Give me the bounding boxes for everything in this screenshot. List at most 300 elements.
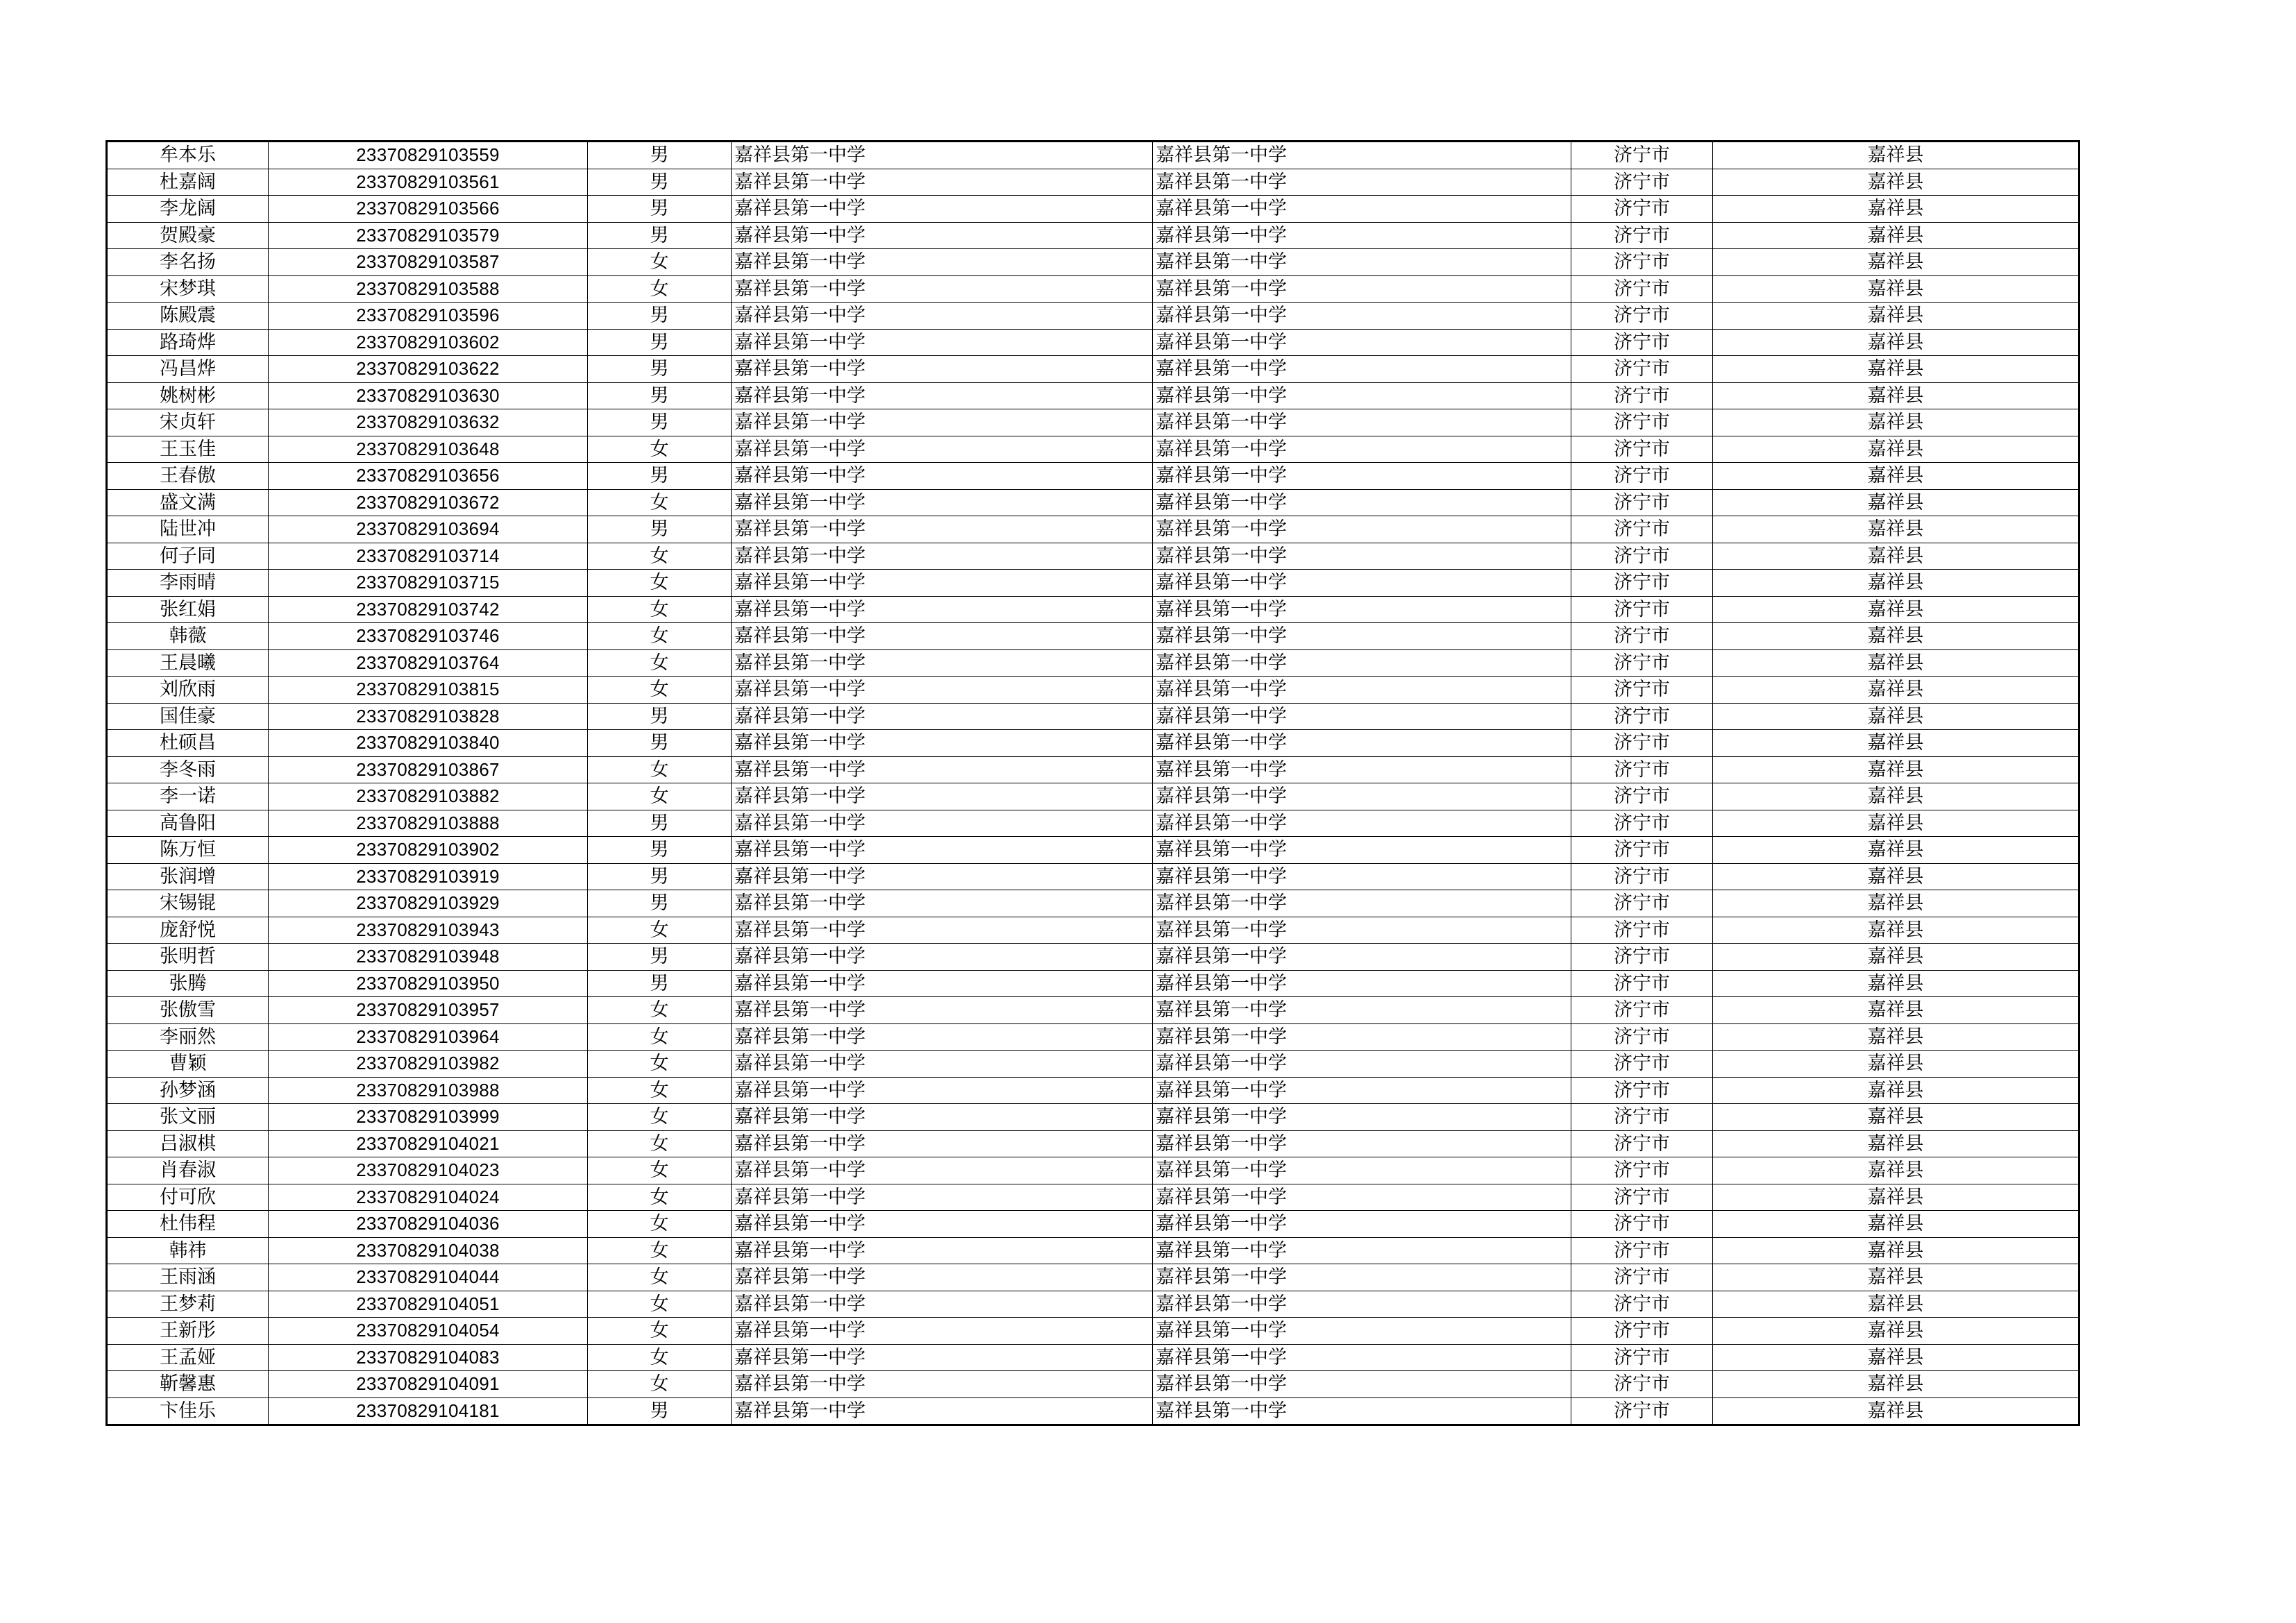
city-cell: 济宁市 (1571, 436, 1713, 463)
student-name-cell: 牟本乐 (107, 142, 269, 169)
county-cell: 嘉祥县 (1713, 863, 2079, 890)
exam-number-cell: 23370829103828 (269, 703, 588, 730)
city-cell: 济宁市 (1571, 142, 1713, 169)
exam-number-cell: 23370829104023 (269, 1157, 588, 1184)
table-row (107, 1211, 2079, 1238)
city-cell: 济宁市 (1571, 997, 1713, 1024)
student-name-cell: 付可欣 (107, 1184, 269, 1211)
school-cell: 嘉祥县第一中学 (732, 783, 1153, 810)
graduation-school-cell: 嘉祥县第一中学 (1153, 1023, 1571, 1051)
city-cell: 济宁市 (1571, 837, 1713, 864)
school-cell: 嘉祥县第一中学 (732, 543, 1153, 570)
county-cell: 嘉祥县 (1713, 997, 2079, 1024)
school-cell: 嘉祥县第一中学 (732, 1237, 1153, 1264)
table-row (107, 489, 2079, 516)
graduation-school-cell: 嘉祥县第一中学 (1153, 329, 1571, 356)
city-cell: 济宁市 (1571, 1130, 1713, 1157)
gender-cell: 女 (588, 677, 732, 704)
graduation-school-cell: 嘉祥县第一中学 (1153, 1157, 1571, 1184)
student-name-cell: 高鲁阳 (107, 810, 269, 837)
graduation-school-cell: 嘉祥县第一中学 (1153, 1264, 1571, 1291)
gender-cell: 男 (588, 169, 732, 196)
graduation-school-cell: 嘉祥县第一中学 (1153, 249, 1571, 276)
county-cell: 嘉祥县 (1713, 1051, 2079, 1078)
school-cell: 嘉祥县第一中学 (732, 1211, 1153, 1238)
exam-number-cell: 23370829104021 (269, 1130, 588, 1157)
county-cell: 嘉祥县 (1713, 970, 2079, 997)
table-row (107, 142, 2079, 169)
student-name-cell: 姚树彬 (107, 382, 269, 409)
school-cell: 嘉祥县第一中学 (732, 623, 1153, 650)
school-cell: 嘉祥县第一中学 (732, 1184, 1153, 1211)
student-name-cell: 杜硕昌 (107, 730, 269, 757)
gender-cell: 女 (588, 436, 732, 463)
table-row (107, 1397, 2079, 1425)
exam-number-cell: 23370829104181 (269, 1397, 588, 1425)
exam-number-cell: 23370829103648 (269, 436, 588, 463)
graduation-school-cell: 嘉祥县第一中学 (1153, 489, 1571, 516)
exam-number-cell: 23370829103742 (269, 596, 588, 623)
county-cell: 嘉祥县 (1713, 516, 2079, 543)
school-cell: 嘉祥县第一中学 (732, 730, 1153, 757)
gender-cell: 男 (588, 303, 732, 330)
county-cell: 嘉祥县 (1713, 249, 2079, 276)
school-cell: 嘉祥县第一中学 (732, 890, 1153, 917)
school-cell: 嘉祥县第一中学 (732, 596, 1153, 623)
table-row (107, 1184, 2079, 1211)
graduation-school-cell: 嘉祥县第一中学 (1153, 1130, 1571, 1157)
city-cell: 济宁市 (1571, 489, 1713, 516)
table-row (107, 677, 2079, 704)
graduation-school-cell: 嘉祥县第一中学 (1153, 970, 1571, 997)
county-cell: 嘉祥县 (1713, 329, 2079, 356)
school-cell: 嘉祥县第一中学 (732, 382, 1153, 409)
city-cell: 济宁市 (1571, 1023, 1713, 1051)
exam-number-cell: 23370829104051 (269, 1291, 588, 1318)
city-cell: 济宁市 (1571, 756, 1713, 783)
county-cell: 嘉祥县 (1713, 1291, 2079, 1318)
student-name-cell: 王玉佳 (107, 436, 269, 463)
graduation-school-cell: 嘉祥县第一中学 (1153, 382, 1571, 409)
graduation-school-cell: 嘉祥县第一中学 (1153, 1371, 1571, 1398)
school-cell: 嘉祥县第一中学 (732, 1077, 1153, 1104)
county-cell: 嘉祥县 (1713, 543, 2079, 570)
graduation-school-cell: 嘉祥县第一中学 (1153, 196, 1571, 223)
graduation-school-cell: 嘉祥县第一中学 (1153, 436, 1571, 463)
student-name-cell: 陈万恒 (107, 837, 269, 864)
graduation-school-cell: 嘉祥县第一中学 (1153, 1104, 1571, 1131)
county-cell: 嘉祥县 (1713, 1371, 2079, 1398)
school-cell: 嘉祥县第一中学 (732, 463, 1153, 490)
gender-cell: 男 (588, 329, 732, 356)
school-cell: 嘉祥县第一中学 (732, 1157, 1153, 1184)
city-cell: 济宁市 (1571, 810, 1713, 837)
exam-number-cell: 23370829103561 (269, 169, 588, 196)
graduation-school-cell: 嘉祥县第一中学 (1153, 516, 1571, 543)
graduation-school-cell: 嘉祥县第一中学 (1153, 303, 1571, 330)
exam-number-cell: 23370829103715 (269, 570, 588, 597)
city-cell: 济宁市 (1571, 463, 1713, 490)
county-cell: 嘉祥县 (1713, 596, 2079, 623)
table-row (107, 810, 2079, 837)
student-name-cell: 张文丽 (107, 1104, 269, 1131)
school-cell: 嘉祥县第一中学 (732, 649, 1153, 677)
city-cell: 济宁市 (1571, 1318, 1713, 1345)
table-row (107, 275, 2079, 303)
student-name-cell: 宋梦琪 (107, 275, 269, 303)
city-cell: 济宁市 (1571, 1157, 1713, 1184)
gender-cell: 女 (588, 1344, 732, 1371)
exam-number-cell: 23370829104083 (269, 1344, 588, 1371)
graduation-school-cell: 嘉祥县第一中学 (1153, 543, 1571, 570)
school-cell: 嘉祥县第一中学 (732, 1344, 1153, 1371)
exam-number-cell: 23370829103622 (269, 356, 588, 383)
student-name-cell: 卞佳乐 (107, 1397, 269, 1425)
table-row (107, 1344, 2079, 1371)
gender-cell: 男 (588, 382, 732, 409)
roster-body (107, 142, 2079, 1425)
city-cell: 济宁市 (1571, 543, 1713, 570)
graduation-school-cell: 嘉祥县第一中学 (1153, 863, 1571, 890)
table-row (107, 783, 2079, 810)
student-name-cell: 冯昌烨 (107, 356, 269, 383)
graduation-school-cell: 嘉祥县第一中学 (1153, 463, 1571, 490)
graduation-school-cell: 嘉祥县第一中学 (1153, 730, 1571, 757)
gender-cell: 男 (588, 142, 732, 169)
county-cell: 嘉祥县 (1713, 837, 2079, 864)
graduation-school-cell: 嘉祥县第一中学 (1153, 917, 1571, 944)
gender-cell: 女 (588, 917, 732, 944)
student-name-cell: 曹颖 (107, 1051, 269, 1078)
student-name-cell: 李丽然 (107, 1023, 269, 1051)
table-row (107, 917, 2079, 944)
table-row (107, 997, 2079, 1024)
gender-cell: 女 (588, 783, 732, 810)
table-row (107, 649, 2079, 677)
school-cell: 嘉祥县第一中学 (732, 516, 1153, 543)
graduation-school-cell: 嘉祥县第一中学 (1153, 1344, 1571, 1371)
county-cell: 嘉祥县 (1713, 917, 2079, 944)
table-row (107, 409, 2079, 436)
table-row (107, 837, 2079, 864)
county-cell: 嘉祥县 (1713, 1264, 2079, 1291)
exam-number-cell: 23370829103596 (269, 303, 588, 330)
exam-number-cell: 23370829104036 (269, 1211, 588, 1238)
gender-cell: 女 (588, 570, 732, 597)
exam-number-cell: 23370829104044 (269, 1264, 588, 1291)
county-cell: 嘉祥县 (1713, 303, 2079, 330)
city-cell: 济宁市 (1571, 249, 1713, 276)
student-roster-table (105, 140, 2080, 1426)
city-cell: 济宁市 (1571, 196, 1713, 223)
table-row (107, 863, 2079, 890)
student-name-cell: 李名扬 (107, 249, 269, 276)
table-row (107, 329, 2079, 356)
city-cell: 济宁市 (1571, 970, 1713, 997)
gender-cell: 男 (588, 1397, 732, 1425)
graduation-school-cell: 嘉祥县第一中学 (1153, 409, 1571, 436)
school-cell: 嘉祥县第一中学 (732, 1130, 1153, 1157)
graduation-school-cell: 嘉祥县第一中学 (1153, 1291, 1571, 1318)
exam-number-cell: 23370829103950 (269, 970, 588, 997)
exam-number-cell: 23370829104024 (269, 1184, 588, 1211)
county-cell: 嘉祥县 (1713, 944, 2079, 971)
city-cell: 济宁市 (1571, 1211, 1713, 1238)
gender-cell: 女 (588, 756, 732, 783)
graduation-school-cell: 嘉祥县第一中学 (1153, 810, 1571, 837)
city-cell: 济宁市 (1571, 356, 1713, 383)
table-row (107, 1051, 2079, 1078)
city-cell: 济宁市 (1571, 730, 1713, 757)
school-cell: 嘉祥县第一中学 (732, 196, 1153, 223)
school-cell: 嘉祥县第一中学 (732, 1397, 1153, 1425)
city-cell: 济宁市 (1571, 303, 1713, 330)
county-cell: 嘉祥县 (1713, 489, 2079, 516)
exam-number-cell: 23370829103929 (269, 890, 588, 917)
school-cell: 嘉祥县第一中学 (732, 329, 1153, 356)
student-name-cell: 靳馨惠 (107, 1371, 269, 1398)
table-row (107, 1023, 2079, 1051)
gender-cell: 男 (588, 703, 732, 730)
city-cell: 济宁市 (1571, 169, 1713, 196)
graduation-school-cell: 嘉祥县第一中学 (1153, 783, 1571, 810)
city-cell: 济宁市 (1571, 677, 1713, 704)
student-name-cell: 盛文满 (107, 489, 269, 516)
school-cell: 嘉祥县第一中学 (732, 1104, 1153, 1131)
school-cell: 嘉祥县第一中学 (732, 570, 1153, 597)
gender-cell: 男 (588, 810, 732, 837)
exam-number-cell: 23370829103632 (269, 409, 588, 436)
student-name-cell: 吕淑棋 (107, 1130, 269, 1157)
gender-cell: 女 (588, 1077, 732, 1104)
exam-number-cell: 23370829103656 (269, 463, 588, 490)
graduation-school-cell: 嘉祥县第一中学 (1153, 944, 1571, 971)
student-name-cell: 张润增 (107, 863, 269, 890)
table-row (107, 570, 2079, 597)
gender-cell: 女 (588, 623, 732, 650)
student-name-cell: 张腾 (107, 970, 269, 997)
school-cell: 嘉祥县第一中学 (732, 436, 1153, 463)
school-cell: 嘉祥县第一中学 (732, 142, 1153, 169)
graduation-school-cell: 嘉祥县第一中学 (1153, 596, 1571, 623)
table-row (107, 382, 2079, 409)
exam-number-cell: 23370829103587 (269, 249, 588, 276)
exam-number-cell: 23370829103919 (269, 863, 588, 890)
exam-number-cell: 23370829103579 (269, 222, 588, 249)
exam-number-cell: 23370829103714 (269, 543, 588, 570)
city-cell: 济宁市 (1571, 1184, 1713, 1211)
student-name-cell: 张明哲 (107, 944, 269, 971)
gender-cell: 男 (588, 356, 732, 383)
student-name-cell: 王春傲 (107, 463, 269, 490)
gender-cell: 男 (588, 863, 732, 890)
gender-cell: 男 (588, 516, 732, 543)
gender-cell: 女 (588, 997, 732, 1024)
city-cell: 济宁市 (1571, 890, 1713, 917)
school-cell: 嘉祥县第一中学 (732, 409, 1153, 436)
student-name-cell: 李一诺 (107, 783, 269, 810)
exam-number-cell: 23370829103982 (269, 1051, 588, 1078)
student-name-cell: 王孟娅 (107, 1344, 269, 1371)
county-cell: 嘉祥县 (1713, 196, 2079, 223)
exam-number-cell: 23370829103948 (269, 944, 588, 971)
table-row (107, 596, 2079, 623)
graduation-school-cell: 嘉祥县第一中学 (1153, 890, 1571, 917)
table-row (107, 169, 2079, 196)
exam-number-cell: 23370829103999 (269, 1104, 588, 1131)
exam-number-cell: 23370829103943 (269, 917, 588, 944)
gender-cell: 男 (588, 222, 732, 249)
table-row (107, 1104, 2079, 1131)
exam-number-cell: 23370829103764 (269, 649, 588, 677)
county-cell: 嘉祥县 (1713, 356, 2079, 383)
county-cell: 嘉祥县 (1713, 1318, 2079, 1345)
exam-number-cell: 23370829103988 (269, 1077, 588, 1104)
graduation-school-cell: 嘉祥县第一中学 (1153, 222, 1571, 249)
gender-cell: 女 (588, 1023, 732, 1051)
student-name-cell: 孙梦涵 (107, 1077, 269, 1104)
exam-number-cell: 23370829103957 (269, 997, 588, 1024)
gender-cell: 女 (588, 489, 732, 516)
exam-number-cell: 23370829103559 (269, 142, 588, 169)
county-cell: 嘉祥县 (1713, 1023, 2079, 1051)
city-cell: 济宁市 (1571, 703, 1713, 730)
student-name-cell: 张傲雪 (107, 997, 269, 1024)
table-row (107, 944, 2079, 971)
student-name-cell: 路琦烨 (107, 329, 269, 356)
student-name-cell: 韩祎 (107, 1237, 269, 1264)
city-cell: 济宁市 (1571, 1237, 1713, 1264)
exam-number-cell: 23370829103902 (269, 837, 588, 864)
exam-number-cell: 23370829103566 (269, 196, 588, 223)
graduation-school-cell: 嘉祥县第一中学 (1153, 649, 1571, 677)
city-cell: 济宁市 (1571, 516, 1713, 543)
student-name-cell: 庞舒悦 (107, 917, 269, 944)
school-cell: 嘉祥县第一中学 (732, 863, 1153, 890)
county-cell: 嘉祥县 (1713, 703, 2079, 730)
exam-number-cell: 23370829103964 (269, 1023, 588, 1051)
county-cell: 嘉祥县 (1713, 169, 2079, 196)
school-cell: 嘉祥县第一中学 (732, 356, 1153, 383)
exam-number-cell: 23370829104054 (269, 1318, 588, 1345)
student-name-cell: 贺殿豪 (107, 222, 269, 249)
county-cell: 嘉祥县 (1713, 1211, 2079, 1238)
table-row (107, 970, 2079, 997)
county-cell: 嘉祥县 (1713, 1344, 2079, 1371)
exam-number-cell: 23370829103815 (269, 677, 588, 704)
gender-cell: 女 (588, 649, 732, 677)
table-row (107, 543, 2079, 570)
county-cell: 嘉祥县 (1713, 730, 2079, 757)
gender-cell: 男 (588, 196, 732, 223)
graduation-school-cell: 嘉祥县第一中学 (1153, 677, 1571, 704)
gender-cell: 男 (588, 463, 732, 490)
school-cell: 嘉祥县第一中学 (732, 917, 1153, 944)
table-row (107, 222, 2079, 249)
county-cell: 嘉祥县 (1713, 1130, 2079, 1157)
school-cell: 嘉祥县第一中学 (732, 275, 1153, 303)
student-name-cell: 肖春淑 (107, 1157, 269, 1184)
school-cell: 嘉祥县第一中学 (732, 1318, 1153, 1345)
table-row (107, 890, 2079, 917)
gender-cell: 女 (588, 543, 732, 570)
table-row (107, 356, 2079, 383)
student-name-cell: 王晨曦 (107, 649, 269, 677)
county-cell: 嘉祥县 (1713, 1397, 2079, 1425)
gender-cell: 女 (588, 1130, 732, 1157)
table-row (107, 730, 2079, 757)
city-cell: 济宁市 (1571, 275, 1713, 303)
student-name-cell: 韩薇 (107, 623, 269, 650)
exam-number-cell: 23370829103882 (269, 783, 588, 810)
school-cell: 嘉祥县第一中学 (732, 1371, 1153, 1398)
county-cell: 嘉祥县 (1713, 1237, 2079, 1264)
graduation-school-cell: 嘉祥县第一中学 (1153, 1077, 1571, 1104)
gender-cell: 女 (588, 1051, 732, 1078)
county-cell: 嘉祥县 (1713, 142, 2079, 169)
city-cell: 济宁市 (1571, 596, 1713, 623)
table-row (107, 1077, 2079, 1104)
county-cell: 嘉祥县 (1713, 1157, 2079, 1184)
city-cell: 济宁市 (1571, 863, 1713, 890)
school-cell: 嘉祥县第一中学 (732, 756, 1153, 783)
school-cell: 嘉祥县第一中学 (732, 810, 1153, 837)
gender-cell: 女 (588, 1318, 732, 1345)
graduation-school-cell: 嘉祥县第一中学 (1153, 1184, 1571, 1211)
school-cell: 嘉祥县第一中学 (732, 1051, 1153, 1078)
graduation-school-cell: 嘉祥县第一中学 (1153, 142, 1571, 169)
gender-cell: 男 (588, 409, 732, 436)
school-cell: 嘉祥县第一中学 (732, 169, 1153, 196)
gender-cell: 女 (588, 1237, 732, 1264)
city-cell: 济宁市 (1571, 623, 1713, 650)
graduation-school-cell: 嘉祥县第一中学 (1153, 570, 1571, 597)
gender-cell: 女 (588, 1157, 732, 1184)
graduation-school-cell: 嘉祥县第一中学 (1153, 275, 1571, 303)
county-cell: 嘉祥县 (1713, 1104, 2079, 1131)
table-row (107, 1130, 2079, 1157)
exam-number-cell: 23370829104038 (269, 1237, 588, 1264)
exam-number-cell: 23370829103588 (269, 275, 588, 303)
exam-number-cell: 23370829103840 (269, 730, 588, 757)
county-cell: 嘉祥县 (1713, 222, 2079, 249)
school-cell: 嘉祥县第一中学 (732, 1291, 1153, 1318)
gender-cell: 男 (588, 970, 732, 997)
city-cell: 济宁市 (1571, 1344, 1713, 1371)
city-cell: 济宁市 (1571, 1397, 1713, 1425)
table-row (107, 1157, 2079, 1184)
city-cell: 济宁市 (1571, 222, 1713, 249)
graduation-school-cell: 嘉祥县第一中学 (1153, 837, 1571, 864)
gender-cell: 女 (588, 1264, 732, 1291)
graduation-school-cell: 嘉祥县第一中学 (1153, 1211, 1571, 1238)
gender-cell: 女 (588, 596, 732, 623)
county-cell: 嘉祥县 (1713, 1184, 2079, 1211)
table-row (107, 463, 2079, 490)
county-cell: 嘉祥县 (1713, 649, 2079, 677)
city-cell: 济宁市 (1571, 409, 1713, 436)
student-name-cell: 陆世冲 (107, 516, 269, 543)
city-cell: 济宁市 (1571, 1291, 1713, 1318)
graduation-school-cell: 嘉祥县第一中学 (1153, 1051, 1571, 1078)
school-cell: 嘉祥县第一中学 (732, 677, 1153, 704)
school-cell: 嘉祥县第一中学 (732, 703, 1153, 730)
table-row (107, 1291, 2079, 1318)
school-cell: 嘉祥县第一中学 (732, 249, 1153, 276)
city-cell: 济宁市 (1571, 1264, 1713, 1291)
gender-cell: 男 (588, 944, 732, 971)
city-cell: 济宁市 (1571, 944, 1713, 971)
